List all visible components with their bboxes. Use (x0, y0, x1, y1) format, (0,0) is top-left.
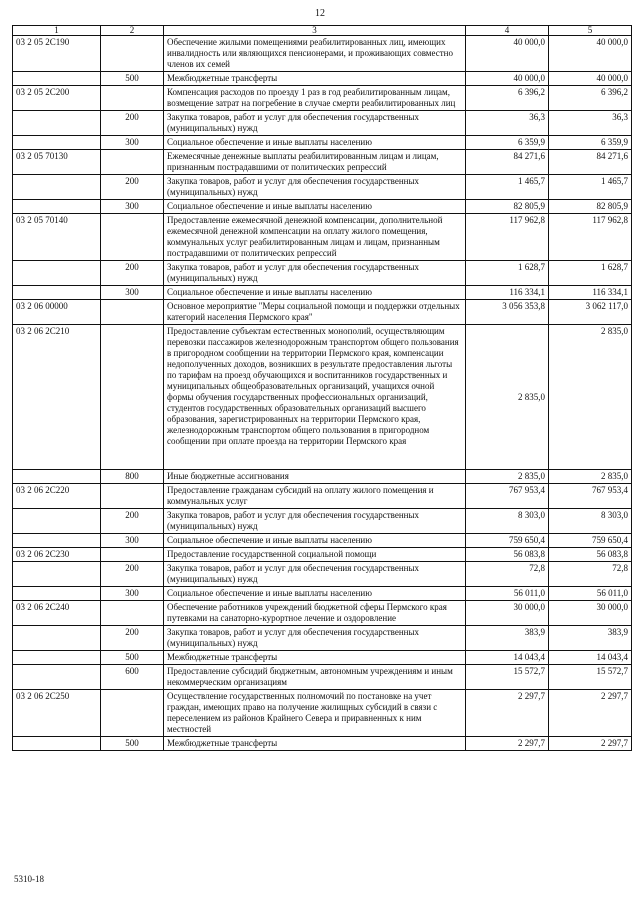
amount-year1-cell: 2 835,0 (466, 470, 549, 484)
target-article-code-cell (13, 587, 101, 601)
header-row (13, 26, 632, 36)
amount-year2-cell: 3 062 117,0 (549, 300, 632, 325)
amount-year1-cell: 2 297,7 (466, 737, 549, 751)
table-row (13, 534, 632, 548)
target-article-code-cell (13, 200, 101, 214)
amount-year2-cell: 56 011,0 (549, 587, 632, 601)
target-article-code-cell: 03 2 05 2С190 (13, 36, 101, 72)
amount-year1-cell: 1 628,7 (466, 261, 549, 286)
description-cell: Социальное обеспечение и иные выплаты населению (164, 200, 466, 214)
table-row (13, 325, 632, 470)
table-row (13, 509, 632, 534)
amount-year2-cell: 82 805,9 (549, 200, 632, 214)
amount-year1-cell: 36,3 (466, 111, 549, 136)
table-row (13, 470, 632, 484)
amount-year2-cell: 8 303,0 (549, 509, 632, 534)
description-cell: Обеспечение работников учреждений бюджетной сферы Пермского края путевками на санаторно-курортное лечение и оздоровление (164, 601, 466, 626)
amount-year2-cell: 40 000,0 (549, 72, 632, 86)
target-article-code-cell: 03 2 06 00000 (13, 300, 101, 325)
amount-year1-cell: 8 303,0 (466, 509, 549, 534)
table-row (13, 601, 632, 626)
amount-year2-cell: 30 000,0 (549, 601, 632, 626)
expense-type-cell (101, 36, 164, 72)
expense-type-cell: 200 (101, 562, 164, 587)
target-article-code-cell (13, 175, 101, 200)
amount-year1-cell: 2 835,0 (466, 325, 549, 470)
description-cell: Межбюджетные трансферты (164, 651, 466, 665)
expense-type-cell (101, 690, 164, 737)
table-body (13, 36, 632, 751)
table-row (13, 200, 632, 214)
expense-type-cell: 200 (101, 626, 164, 651)
expense-type-cell: 200 (101, 261, 164, 286)
amount-year2-cell: 56 083,8 (549, 548, 632, 562)
amount-year1-cell: 3 056 353,8 (466, 300, 549, 325)
expense-type-cell: 200 (101, 175, 164, 200)
amount-year2-cell: 767 953,4 (549, 484, 632, 509)
table-row (13, 626, 632, 651)
target-article-code-cell (13, 534, 101, 548)
expense-type-cell (101, 214, 164, 261)
amount-year1-cell: 116 334,1 (466, 286, 549, 300)
amount-year2-cell: 2 297,7 (549, 737, 632, 751)
table-row (13, 136, 632, 150)
column-header-1: 1 (13, 26, 101, 36)
description-cell: Социальное обеспечение и иные выплаты населению (164, 286, 466, 300)
table-row (13, 111, 632, 136)
description-cell: Ежемесячные денежные выплаты реабилитированным лицам и лицам, признанным пострадавшими от политических репрессий (164, 150, 466, 175)
target-article-code-cell (13, 562, 101, 587)
description-cell: Предоставление субсидий бюджетным, автономным учреждениям и иным некоммерческим организациям (164, 665, 466, 690)
amount-year1-cell: 40 000,0 (466, 36, 549, 72)
description-cell: Обеспечение жилыми помещениями реабилитированных лиц, имеющих инвалидность или являющихся пенсионерами, и проживающих совместно членов их семей (164, 36, 466, 72)
description-cell: Социальное обеспечение и иные выплаты населению (164, 534, 466, 548)
target-article-code-cell (13, 626, 101, 651)
amount-year2-cell: 117 962,8 (549, 214, 632, 261)
table-row (13, 36, 632, 72)
expense-type-cell: 300 (101, 534, 164, 548)
amount-year1-cell: 72,8 (466, 562, 549, 587)
description-cell: Предоставление государственной социальной помощи (164, 548, 466, 562)
table-row (13, 562, 632, 587)
description-cell: Предоставление гражданам субсидий на оплату жилого помещения и коммунальных услуг (164, 484, 466, 509)
expense-type-cell: 200 (101, 111, 164, 136)
table-row (13, 548, 632, 562)
amount-year1-cell: 383,9 (466, 626, 549, 651)
target-article-code-cell: 03 2 06 2С220 (13, 484, 101, 509)
amount-year2-cell: 40 000,0 (549, 36, 632, 72)
amount-year2-cell: 383,9 (549, 626, 632, 651)
amount-year2-cell: 759 650,4 (549, 534, 632, 548)
amount-year1-cell: 15 572,7 (466, 665, 549, 690)
amount-year1-cell: 84 271,6 (466, 150, 549, 175)
table-row (13, 86, 632, 111)
expense-type-cell (101, 150, 164, 175)
target-article-code-cell (13, 136, 101, 150)
column-header-2: 2 (101, 26, 164, 36)
target-article-code-cell: 03 2 06 2С250 (13, 690, 101, 737)
expense-type-cell (101, 325, 164, 470)
description-cell: Закупка товаров, работ и услуг для обеспечения государственных (муниципальных) нужд (164, 562, 466, 587)
description-cell: Социальное обеспечение и иные выплаты населению (164, 136, 466, 150)
amount-year2-cell: 6 359,9 (549, 136, 632, 150)
amount-year2-cell: 84 271,6 (549, 150, 632, 175)
table-row (13, 587, 632, 601)
table-row (13, 261, 632, 286)
target-article-code-cell: 03 2 05 70130 (13, 150, 101, 175)
column-header-4: 4 (466, 26, 549, 36)
description-cell: Осуществление государственных полномочий по постановке на учет граждан, имеющих право на получение жилищных субсидий в связи с переселением из районов Крайнего Севера и приравненных к ним местностей (164, 690, 466, 737)
table-row (13, 484, 632, 509)
table-row (13, 72, 632, 86)
amount-year1-cell: 2 297,7 (466, 690, 549, 737)
amount-year2-cell: 2 835,0 (549, 470, 632, 484)
amount-year2-cell: 6 396,2 (549, 86, 632, 111)
target-article-code-cell (13, 111, 101, 136)
expense-type-cell: 600 (101, 665, 164, 690)
expense-type-cell: 300 (101, 286, 164, 300)
column-header-3: 3 (164, 26, 466, 36)
amount-year1-cell: 1 465,7 (466, 175, 549, 200)
description-cell: Компенсация расходов по проезду 1 раз в год реабилитированным лицам, возмещение затрат на погребение в случае смерти реабилитированных лиц (164, 86, 466, 111)
description-cell: Межбюджетные трансферты (164, 72, 466, 86)
amount-year2-cell: 15 572,7 (549, 665, 632, 690)
expense-type-cell: 200 (101, 509, 164, 534)
table-row (13, 651, 632, 665)
target-article-code-cell: 03 2 05 2С200 (13, 86, 101, 111)
amount-year2-cell: 36,3 (549, 111, 632, 136)
expense-type-cell: 300 (101, 587, 164, 601)
table-row (13, 175, 632, 200)
expense-type-cell: 500 (101, 651, 164, 665)
description-cell: Закупка товаров, работ и услуг для обеспечения государственных (муниципальных) нужд (164, 261, 466, 286)
description-cell: Закупка товаров, работ и услуг для обеспечения государственных (муниципальных) нужд (164, 111, 466, 136)
expense-type-cell (101, 484, 164, 509)
target-article-code-cell: 03 2 06 2С240 (13, 601, 101, 626)
description-cell: Закупка товаров, работ и услуг для обеспечения государственных (муниципальных) нужд (164, 175, 466, 200)
amount-year1-cell: 767 953,4 (466, 484, 549, 509)
amount-year2-cell: 2 297,7 (549, 690, 632, 737)
footer-code: 5310-18 (14, 874, 44, 884)
target-article-code-cell: 03 2 05 70140 (13, 214, 101, 261)
column-header-5: 5 (549, 26, 632, 36)
description-cell: Основное мероприятие "Меры социальной помощи и поддержки отдельных категорий населения Пермского края" (164, 300, 466, 325)
amount-year1-cell: 56 083,8 (466, 548, 549, 562)
amount-year1-cell: 56 011,0 (466, 587, 549, 601)
table-row (13, 214, 632, 261)
expense-type-cell (101, 601, 164, 626)
budget-table (12, 25, 632, 751)
description-cell: Социальное обеспечение и иные выплаты населению (164, 587, 466, 601)
description-cell: Межбюджетные трансферты (164, 737, 466, 751)
table-row (13, 286, 632, 300)
expense-type-cell (101, 548, 164, 562)
amount-year1-cell: 82 805,9 (466, 200, 549, 214)
expense-type-cell: 300 (101, 136, 164, 150)
target-article-code-cell (13, 286, 101, 300)
description-cell: Закупка товаров, работ и услуг для обеспечения государственных (муниципальных) нужд (164, 509, 466, 534)
amount-year1-cell: 759 650,4 (466, 534, 549, 548)
expense-type-cell: 800 (101, 470, 164, 484)
amount-year2-cell: 72,8 (549, 562, 632, 587)
amount-year1-cell: 40 000,0 (466, 72, 549, 86)
expense-type-cell: 500 (101, 72, 164, 86)
amount-year2-cell: 1 465,7 (549, 175, 632, 200)
table-row (13, 737, 632, 751)
table-row (13, 150, 632, 175)
target-article-code-cell (13, 509, 101, 534)
target-article-code-cell (13, 470, 101, 484)
target-article-code-cell (13, 737, 101, 751)
description-cell: Иные бюджетные ассигнования (164, 470, 466, 484)
page-number: 12 (315, 8, 325, 19)
amount-year2-cell: 14 043,4 (549, 651, 632, 665)
expense-type-cell (101, 86, 164, 111)
target-article-code-cell (13, 72, 101, 86)
amount-year2-cell: 116 334,1 (549, 286, 632, 300)
expense-type-cell (101, 300, 164, 325)
amount-year1-cell: 6 359,9 (466, 136, 549, 150)
target-article-code-cell: 03 2 06 2С210 (13, 325, 101, 470)
table-row (13, 665, 632, 690)
target-article-code-cell (13, 651, 101, 665)
target-article-code-cell (13, 261, 101, 286)
amount-year2-cell: 2 835,0 (549, 325, 632, 470)
amount-year1-cell: 117 962,8 (466, 214, 549, 261)
target-article-code-cell (13, 665, 101, 690)
amount-year1-cell: 30 000,0 (466, 601, 549, 626)
amount-year1-cell: 14 043,4 (466, 651, 549, 665)
description-cell: Закупка товаров, работ и услуг для обеспечения государственных (муниципальных) нужд (164, 626, 466, 651)
table-row (13, 300, 632, 325)
amount-year2-cell: 1 628,7 (549, 261, 632, 286)
target-article-code-cell: 03 2 06 2С230 (13, 548, 101, 562)
amount-year1-cell: 6 396,2 (466, 86, 549, 111)
description-cell: Предоставление субъектам естественных монополий, осуществляющим перевозки пассажиров железнодорожным транспортом общего пользования в пригородном сообщении на территории Пермского края, компенсации недополученных доходов, возникших в результате предоставления льготы по тарифам на проезд обучающихся и воспитанников государственных и муниципальных общеобразовательных организаций, учащихся очной формы обучения государственных профессиональных организаций, студентов государственных образовательных организаций высшего образования, зарегистрированных на территории Пермского края, железнодорожным транспортом общего пользования в пригородном сообщении при оплате проезда на территории Пермского края (164, 325, 466, 470)
description-cell: Предоставление ежемесячной денежной компенсации, дополнительной ежемесячной денежной компенсации на оплату жилого помещения, коммунальных услуг реабилитированным лицам и лицам, признанным пострадавшими от политических репрессий (164, 214, 466, 261)
expense-type-cell: 500 (101, 737, 164, 751)
expense-type-cell: 300 (101, 200, 164, 214)
table-row (13, 690, 632, 737)
